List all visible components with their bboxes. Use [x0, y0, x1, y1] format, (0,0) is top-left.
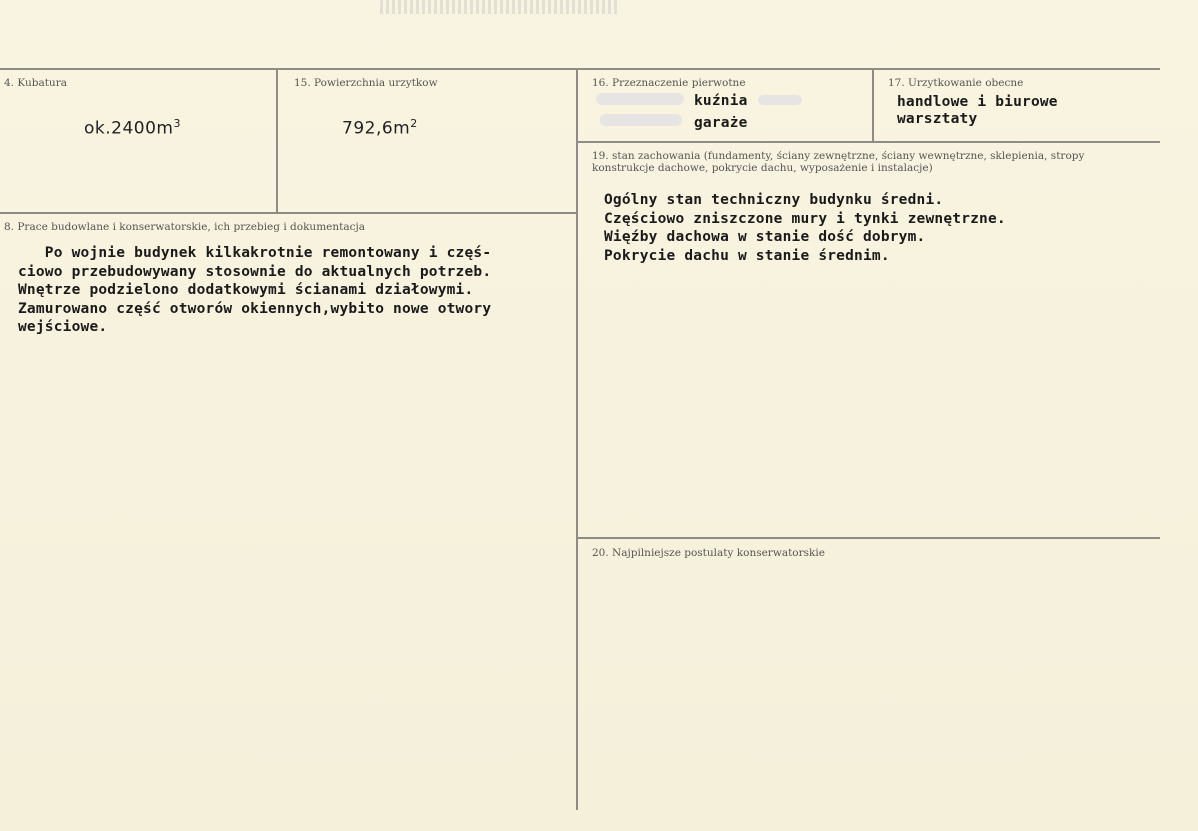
- top-punch-marks: [380, 0, 620, 14]
- prace-line: wejściowe.: [18, 319, 108, 335]
- prace-line: Zamurowano część otworów okiennych,wybito nowe otwory: [18, 300, 492, 317]
- erasure-smudge-1: [596, 93, 684, 105]
- kubatura-exponent: 3: [173, 117, 181, 130]
- uzytkowanie-value-1: handlowe i biurowe: [897, 94, 1058, 110]
- powierzchnia-exponent: 2: [410, 117, 418, 130]
- rule-under-16-17: [578, 141, 1160, 143]
- prace-line: ciowo przebudowywany stosownie do aktualnych potrzeb.: [18, 263, 492, 280]
- uzytkowanie-value-2: warsztaty: [897, 111, 978, 127]
- powierzchnia-label: 15. Powierzchnia urzytkow: [294, 77, 438, 89]
- prace-label: 8. Prace budowlane i konserwatorskie, ich przebieg i dokumentacja: [4, 221, 365, 233]
- stan-zachowania-label: 19. stan zachowania (fundamenty, ściany zewnętrzne, ściany wewnętrzne, sklepienia, stropy konstrukcje dachowe, pokrycie dachu, wyposażenie i instalacje): [592, 150, 1085, 174]
- stan-line: Ogólny stan techniczny budynku średni.: [604, 192, 944, 208]
- center-divider: [576, 68, 578, 810]
- divider-4-15: [276, 68, 278, 212]
- przeznaczenie-value-1: kuźnia: [694, 93, 748, 109]
- kubatura-number: ok.2400m: [84, 118, 174, 139]
- top-rule: [0, 68, 1160, 70]
- kubatura-value: [84, 117, 181, 139]
- divider-16-17: [872, 68, 874, 141]
- przeznaczenie-value-2: garaże: [694, 115, 748, 131]
- przeznaczenie-label: 16. Przeznaczenie pierwotne: [592, 77, 746, 89]
- erasure-smudge-3: [758, 95, 802, 105]
- kubatura-label: 4. Kubatura: [4, 77, 67, 89]
- stan-line: Pokrycie dachu w stanie średnim.: [604, 247, 890, 264]
- mid-rule-left: [0, 212, 578, 214]
- prace-line: Po wojnie budynek kilkakrotnie remontowany i częś-: [18, 245, 492, 261]
- powierzchnia-number: 792,6m: [342, 118, 411, 139]
- powierzchnia-value: [342, 117, 418, 139]
- uzytkowanie-label: 17. Urzytkowanie obecne: [888, 77, 1024, 89]
- stan-line: Częściowo zniszczone mury i tynki zewnętrzne.: [604, 210, 1006, 227]
- erasure-smudge-2: [600, 114, 682, 126]
- rule-above-20: [578, 537, 1160, 539]
- prace-line: Wnętrze podzielono dodatkowymi ścianami działowymi.: [18, 282, 474, 298]
- stan-line: Więźby dachowa w stanie dość dobrym.: [604, 229, 926, 245]
- postulaty-label: 20. Najpilniejsze postulaty konserwatorskie: [592, 547, 825, 559]
